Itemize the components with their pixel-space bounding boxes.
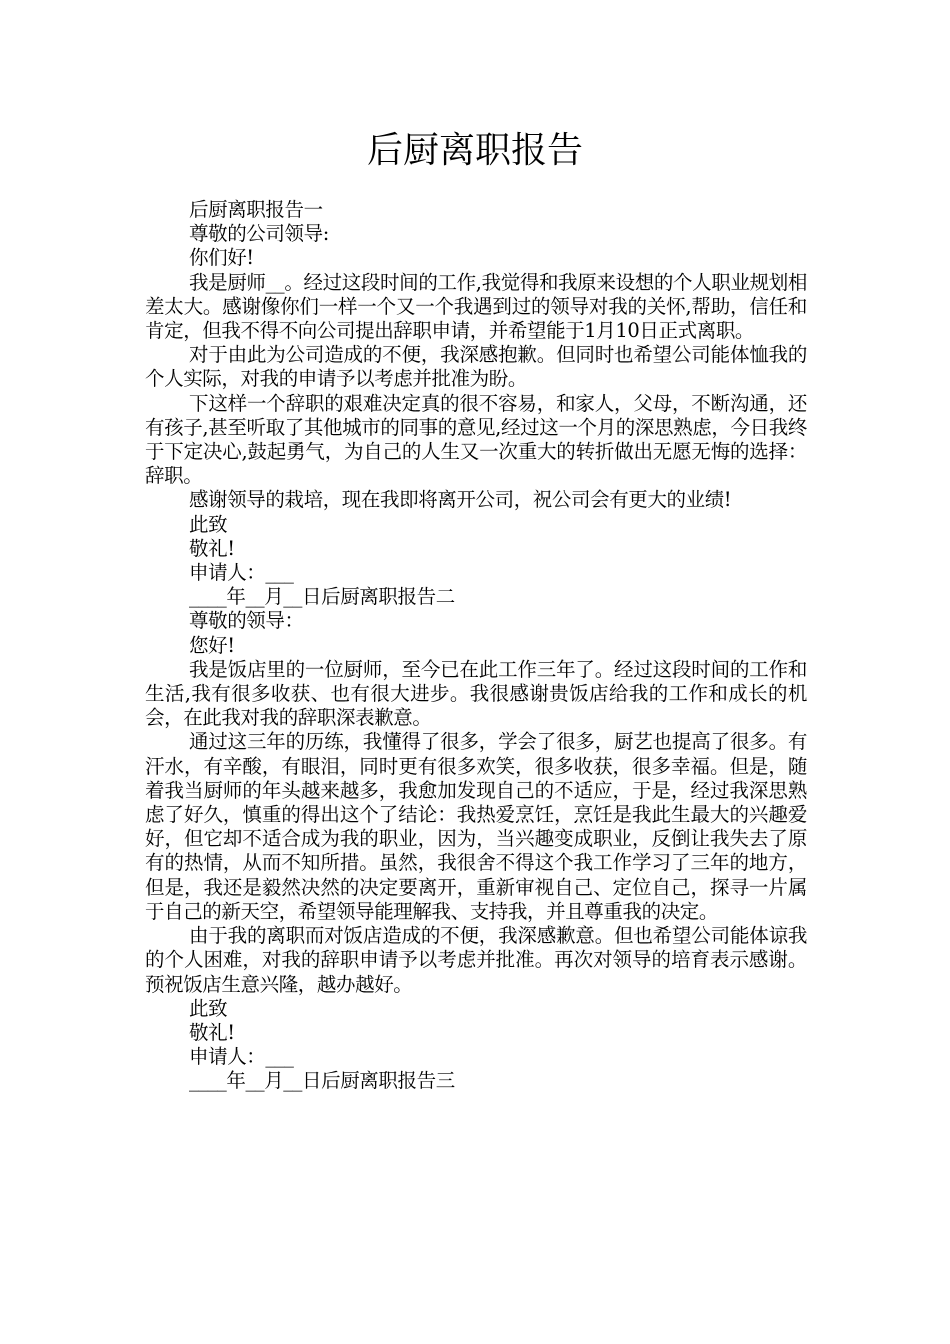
body-paragraph: 感谢领导的栽培，现在我即将离开公司，祝公司会有更大的业绩! <box>189 488 732 512</box>
report-heading-1: 后厨离职报告一 <box>189 198 323 221</box>
salutation: 尊敬的领导： <box>189 609 304 633</box>
body-paragraph: 由于我的离职而对饭店造成的不便，我深感歉意。但也希望公司能体谅我的个人困难，对我的辞职申请予以考虑并批准。再次对领导的培育表示感谢。预祝饭店生意兴隆，越办越好。 <box>145 924 807 996</box>
body-paragraph: 我是厨师__。经过这段时间的工作,我觉得和我原来设想的个人职业规划相差太大。感谢像你们一样一个又一个我遇到过的领导对我的关怀,帮助，信任和肯定，但我不得不向公司提出辞职申请，并希望能于1月10日正式离职。 <box>145 270 807 343</box>
body-paragraph: 我是饭店里的一位厨师，至今已在此工作三年了。经过这段时间的工作和生活,我有很多收获、也有很大进步。我很感谢贵饭店给我的工作和成长的机会，在此我对我的辞职深表歉意。 <box>145 657 807 730</box>
closing-regards: 敬礼! <box>189 1020 235 1044</box>
greeting: 你们好! <box>189 246 254 270</box>
applicant-line: 申请人：___ <box>189 561 294 585</box>
applicant-line: 申请人：___ <box>189 1045 294 1069</box>
body-paragraph: 下这样一个辞职的艰难决定真的很不容易，和家人，父母，不断沟通，还有孩子,甚至听取了其他城市的同事的意见,经过这一个月的深思熟虑，今日我终于下定决心,鼓起勇气，为自己的人生又一次重大的转折做出无愿无悔的选择：辞职。 <box>145 391 807 488</box>
closing-regards: 敬礼! <box>189 536 235 560</box>
date-line: ____年__月__日后厨离职报告二 <box>189 585 455 609</box>
salutation: 尊敬的公司领导: <box>189 222 329 246</box>
greeting: 您好! <box>189 633 235 657</box>
closing: 此致 <box>189 996 228 1020</box>
date-line: ____年__月__日后厨离职报告三 <box>189 1069 455 1093</box>
document-title: 后厨离职报告 <box>366 130 583 171</box>
body-paragraph: 对于由此为公司造成的不便，我深感抱歉。但同时也希望公司能体恤我的个人实际，对我的申请予以考虑并批准为盼。 <box>145 343 807 391</box>
body-paragraph: 通过这三年的历练，我懂得了很多，学会了很多，厨艺也提高了很多。有汗水，有辛酸，有眼泪，同时更有很多欢笑，很多收获，很多幸福。但是，随着我当厨师的年头越来越多，我愈加发现自己的不适应，于是，经过我深思熟虑了好久，慎重的得出这个了结论：我热爱烹饪，烹饪是我此生最大的兴趣爱好，但它却不适合成为我的职业，因为，当兴趣变成职业，反倒让我失去了原有的热情，从而不知所措。虽然，我很舍不得这个我工作学习了三年的地方，但是，我还是毅然决然的决定要离开，重新审视自己、定位自己，探寻一片属于自己的新天空，希望领导能理解我、支持我，并且尊重我的决定。 <box>145 730 807 923</box>
document-body <box>145 198 807 1094</box>
closing: 此致 <box>189 512 228 536</box>
